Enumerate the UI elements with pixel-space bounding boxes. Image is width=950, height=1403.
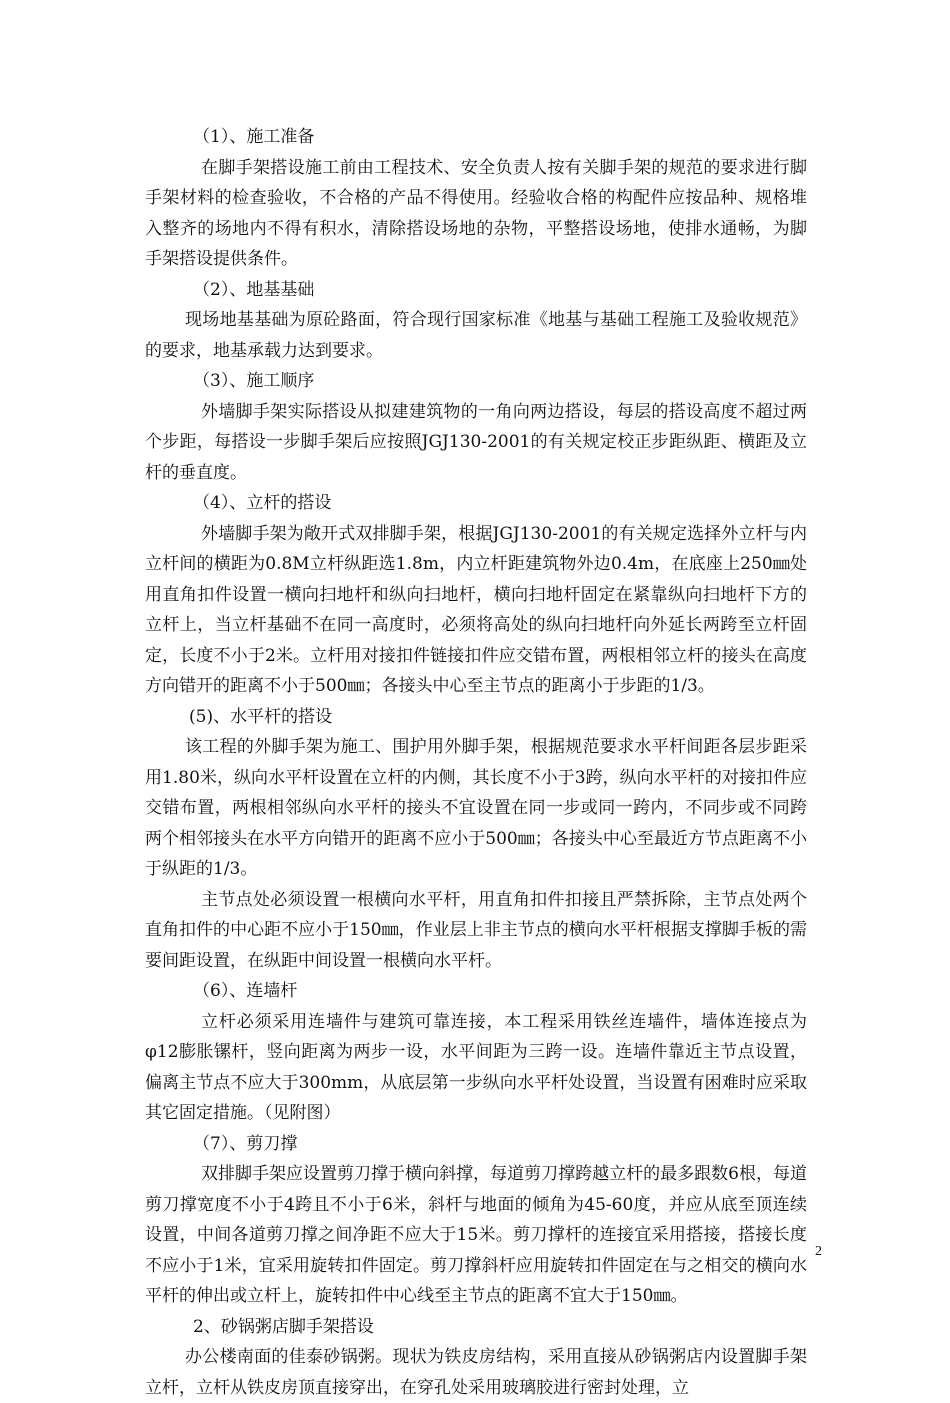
paragraph: 该工程的外脚手架为施工、围护用外脚手架，根据规范要求水平杆间距各层步距采用1.80米，纵向水平杆设置在立杆的内侧，其长度不小于3跨，纵向水平杆的对接扣件应交错布置，两根相邻纵向水平杆的接头不宜设置在同一步或同一跨内，不同步或不同跨两个相邻接头在水平方向错开的距离不应小于500㎜；各接头中心至最近方节点距离不小于纵距的1/3。 (145, 737, 807, 879)
paragraph: 办公楼南面的佳泰砂锅粥。现状为铁皮房结构，采用直接从砂锅粥店内设置脚手架立杆，立杆从铁皮房顶直接穿出，在穿孔处采用玻璃胶进行密封处理，立 (145, 1347, 807, 1398)
section-heading-8: 2、砂锅粥店脚手架搭设 (193, 1316, 374, 1337)
section-heading-5: (5)、水平杆的搭设 (189, 706, 333, 727)
paragraph: 双排脚手架应设置剪刀撑于横向斜撑，每道剪刀撑跨越立杆的最多跟数6根，每道剪刀撑宽度不小于4跨且不小于6米，斜杆与地面的倾角为45-60度，并应从底至顶连续设置，中间各道剪刀撑之间净距不应大于15米。剪刀撑杆的连接宜采用搭接，搭接长度不应小于1米，宜采用旋转扣件固定。剪刀撑斜杆应用旋转扣件固定在与之相交的横向水平杆的伸出或立杆上，旋转扣件中心线至主节点的距离不宜大于150㎜。 (145, 1164, 807, 1306)
paragraph: 外墙脚手架为敞开式双排脚手架，根据JGJ130-2001的有关规定选择外立杆与内立杆间的横距为0.8M立杆纵距选1.8m，内立杆距建筑物外边0.4m，在底座上250㎜处用直角扣件设置一横向扫地杆和纵向扫地杆，横向扫地杆固定在紧靠纵向扫地杆下方的立杆上，当立杆基础不在同一高度时，必须将高处的纵向扫地杆向外延长两跨至立杆固定，长度不小于2米。立杆用对接扣件链接扣件应交错布置，两根相邻立杆的接头在高度方向错开的距离不小于500㎜；各接头中心至主节点的距离小于步距的1/3。 (145, 523, 807, 696)
section-heading-1: （1）、施工准备 (193, 127, 315, 147)
paragraph: 现场地基基础为原砼路面，符合现行国家标准《地基与基础工程施工及验收规范》的要求，地基承载力达到要求。 (145, 310, 807, 361)
section-heading-3: （3）、施工顺序 (193, 371, 315, 391)
paragraph: 在脚手架搭设施工前由工程技术、安全负责人按有关脚手架的规范的要求进行脚手架材料的检查验收，不合格的产品不得使用。经验收合格的构配件应按品种、规格堆入整齐的场地内不得有积水，清除搭设场地的杂物，平整搭设场地，使排水通畅，为脚手架搭设提供条件。 (145, 157, 807, 269)
section-heading-4: （4）、立杆的搭设 (193, 493, 332, 513)
document-body (145, 122, 807, 1403)
section-heading-2: （2）、地基基础 (193, 279, 315, 300)
section-heading-6: （6）、连墙杆 (193, 981, 298, 1001)
paragraph: 主节点处必须设置一根横向水平杆，用直角扣件扣接且严禁拆除，主节点处两个直角扣件的中心距不应小于150㎜，作业层上非主节点的横向水平杆根据支撑脚手板的需要间距设置，在纵距中间设置一根横向水平杆。 (145, 889, 807, 971)
page-number: 2 (815, 1244, 822, 1259)
section-heading-7: （7）、剪刀撑 (193, 1133, 298, 1154)
paragraph: 立杆必须采用连墙件与建筑可靠连接，本工程采用铁丝连墙件，墙体连接点为φ12膨胀镙杆，竖向距离为两步一设，水平间距为三跨一设。连墙件靠近主节点设置，偏离主节点不应大于300mm，从底层第一步纵向水平杆处设置，当设置有困难时应采取其它固定措施。（见附图） (145, 1011, 807, 1123)
paragraph: 外墙脚手架实际搭设从拟建建筑物的一角向两边搭设，每层的搭设高度不超过两个步距，每搭设一步脚手架后应按照JGJ130-2001的有关规定校正步距纵距、横距及立杆的垂直度。 (145, 401, 807, 483)
